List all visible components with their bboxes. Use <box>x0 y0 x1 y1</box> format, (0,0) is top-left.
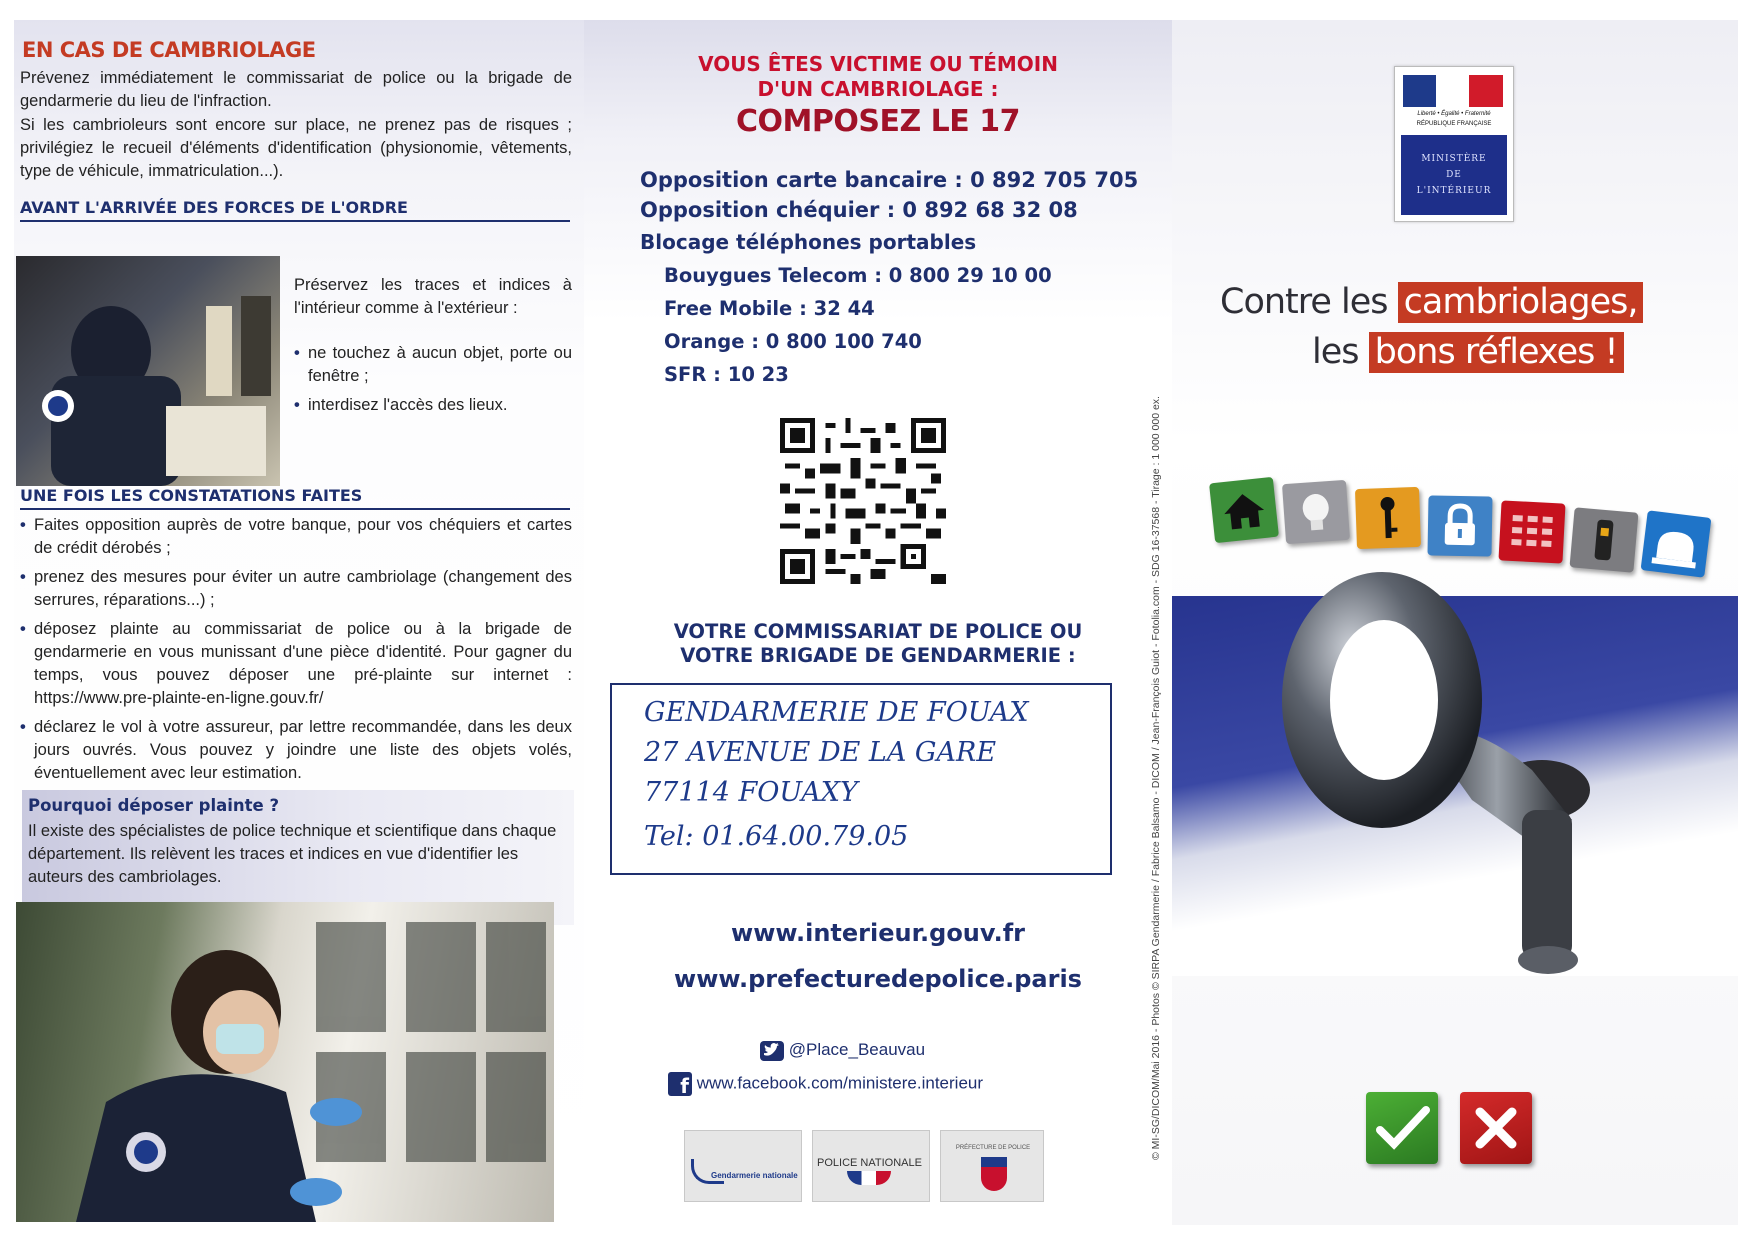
ministry-logo <box>1394 66 1514 222</box>
operator-bouygues: Bouygues Telecom : 0 800 29 10 00 <box>664 264 1052 287</box>
gendarmerie-logo-text: Gendarmerie nationale <box>711 1171 798 1180</box>
handwritten-line: GENDARMERIE DE FOUAX <box>644 697 1029 728</box>
right-panel <box>1172 20 1738 1225</box>
prefecture-police-logo <box>940 1130 1044 1202</box>
station-line-2: VOTRE BRIGADE DE GENDARMERIE : <box>680 644 1076 667</box>
twitter-row[interactable] <box>760 1040 925 1061</box>
section-title-burglary: EN CAS DE CAMBRIOLAGE <box>22 38 316 62</box>
list-item: • prenez des mesures pour éviter un autre cambriolage (changement des serrures, réparations...) ; <box>20 566 572 612</box>
handwritten-line: Tel: 01.64.00.79.05 <box>644 821 909 852</box>
ministry-name-line: DE <box>1446 170 1462 180</box>
victim-heading <box>584 52 1172 102</box>
website-links <box>584 910 1172 1002</box>
twitter-handle: @Place_Beauvau <box>788 1040 926 1059</box>
operator-orange: Orange : 0 800 100 740 <box>664 330 922 353</box>
facebook-url: www.facebook.com/ministere.interieur <box>696 1073 984 1093</box>
slogan-plain-1: Contre les <box>1220 282 1388 322</box>
tricolor-swoosh-icon <box>847 1171 891 1185</box>
list-item: • interdisez l'accès des lieux. <box>294 394 572 417</box>
paragraph-preserve-traces: Préservez les traces et indices à l'intérieur comme à l'extérieur : <box>294 276 572 317</box>
list-item: • déclarez le vol à votre assureur, par lettre recommandée, dans les deux jours ouvrés. Vous pouvez y joindre une liste des objets volés, éventuellement avec leur estimation. <box>20 716 572 785</box>
list-item: • Faites opposition auprès de votre banque, pour vos chéquiers et cartes de crédit dérobés ; <box>20 514 572 560</box>
photo-forensic-illustration <box>16 902 554 1222</box>
ministry-name-line: MINISTÈRE <box>1421 154 1487 164</box>
opposition-card: Opposition carte bancaire : 0 892 705 705 <box>640 168 1139 192</box>
station-heading <box>584 620 1172 668</box>
facebook-icon: f <box>668 1072 692 1096</box>
twitter-icon <box>760 1041 784 1061</box>
slogan-tag-1: cambriolages, <box>1398 282 1644 323</box>
list-item: • ne touchez à aucun objet, porte ou fenêtre ; <box>294 342 572 388</box>
facebook-row[interactable] <box>668 1072 983 1096</box>
station-line-1: VOTRE COMMISSARIAT DE POLICE OU <box>673 620 1083 643</box>
opposition-cheque: Opposition chéquier : 0 892 68 32 08 <box>640 198 1078 222</box>
compose-17: COMPOSEZ LE 17 <box>736 104 1020 139</box>
credit-line: © MI-SG/DICOM/Mai 2016 - Photos © SIRPA Gendarmerie / Fabrice Balsamo - DICOM / Jean-François Guiot - Fotolia.com - SDG 16-37568 - Tirage : 1 000 000 ex. <box>1150 396 1162 1160</box>
padlock-icon <box>1427 495 1492 556</box>
list-item: • déposez plainte au commissariat de police ou à la brigade de gendarmerie en vous munissant d'une pièce d'identité. Pour gagner du temps, vous pouvez déposer une pré-plainte sur internet : https://www.pre-plainte-en-ligne.gouv.fr/ <box>20 618 572 710</box>
paragraph-no-risk: Si les cambrioleurs sont encore sur place, ne prenez pas de risques ; privilégiez le recueil d'éléments d'identification (physionomie, vêtements, type de véhicule, immatriculation...). <box>20 116 572 180</box>
lightbulb-icon <box>1282 480 1350 544</box>
handwritten-address-box <box>610 683 1112 875</box>
link-interieur[interactable]: www.interieur.gouv.fr <box>731 919 1025 947</box>
paragraph-notify: Prévenez immédiatement le commissariat de police ou la brigade de gendarmerie du lieu de l'infraction. <box>20 69 572 110</box>
victim-line-1: VOUS ÊTES VICTIME OU TÉMOIN <box>698 52 1058 76</box>
list-preserve <box>294 342 572 423</box>
prefecture-shield-icon <box>981 1157 1007 1191</box>
marianne-flag-icon <box>1403 75 1503 107</box>
handwritten-line: 27 AVENUE DE LA GARE <box>644 737 997 768</box>
photo-officer-illustration <box>16 256 280 486</box>
check-icon <box>1366 1092 1438 1164</box>
big-key-illustration <box>1272 560 1692 1000</box>
blocking-phones: Blocage téléphones portables <box>640 230 977 254</box>
gendarmerie-logo <box>684 1130 802 1202</box>
ministry-motto: Liberté • Égalité • Fraternité <box>1417 111 1491 117</box>
section-title-after-findings: UNE FOIS LES CONSTATATIONS FAITES <box>20 486 570 510</box>
photo-officer-taking-notes <box>16 256 280 486</box>
police-nationale-logo <box>812 1130 930 1202</box>
slogan-plain-2: les <box>1312 332 1359 372</box>
handwritten-line: 77114 FOUAXY <box>644 777 858 808</box>
list-after-findings <box>20 514 572 791</box>
middle-panel <box>584 20 1172 1225</box>
why-complain-text: Il existe des spécialistes de police technique et scientifique dans chaque département. Ils relèvent les traces et indices en vue d'identifier les auteurs des cambriolages. <box>28 822 557 886</box>
slogan-line-1 <box>1220 282 1643 323</box>
ministry-blue-block <box>1401 135 1507 215</box>
keypad-icon <box>1498 500 1565 563</box>
operator-sfr: SFR : 10 23 <box>664 363 789 386</box>
left-panel <box>14 20 584 1225</box>
link-prefecture[interactable]: www.prefecturedepolice.paris <box>674 965 1082 993</box>
police-logo-text: POLICE NATIONALE <box>817 1157 922 1169</box>
prefecture-logo-text: PRÉFECTURE DE POLICE <box>955 1145 1031 1151</box>
ministry-republic: RÉPUBLIQUE FRANÇAISE <box>1416 121 1492 127</box>
section-title-before-arrival: AVANT L'ARRIVÉE DES FORCES DE L'ORDRE <box>20 198 570 222</box>
slogan-tag-2: bons réflexes ! <box>1369 332 1624 373</box>
operator-free: Free Mobile : 32 44 <box>664 297 875 320</box>
ministry-name-line: L'INTÉRIEUR <box>1416 186 1492 196</box>
cross-icon <box>1460 1092 1532 1164</box>
why-complain-title: Pourquoi déposer plainte ? <box>28 796 280 815</box>
house-icon <box>1209 477 1279 543</box>
qr-code[interactable] <box>780 418 946 584</box>
key-icon <box>1355 487 1421 549</box>
ministry-name <box>1401 151 1507 199</box>
photo-forensic-officer <box>16 902 554 1222</box>
victim-line-2: D'UN CAMBRIOLAGE : <box>757 77 999 101</box>
slogan-line-2 <box>1312 332 1624 373</box>
